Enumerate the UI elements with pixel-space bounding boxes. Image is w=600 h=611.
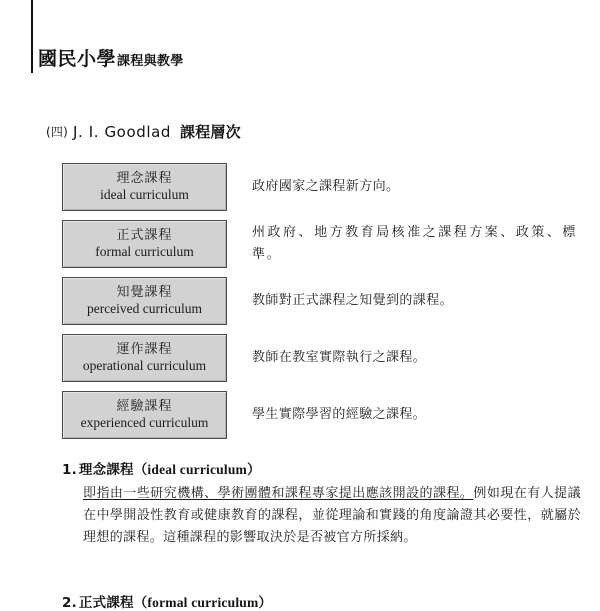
- term-label-cjk: 知覺課程: [116, 285, 173, 300]
- list-item-paragraph-1: [83, 483, 581, 549]
- term-description-perceived: [252, 277, 577, 325]
- term-description-text: 政府國家之課程新方向。: [252, 179, 400, 194]
- section-latin-title: J. I. Goodlad: [72, 123, 172, 141]
- term-label-cjk: 運作課程: [116, 342, 173, 357]
- list-item-title-en: （formal curriculum）: [133, 595, 273, 610]
- page-header-subtitle: 課程與教學: [117, 54, 184, 69]
- term-description-text: 教師在教室實際執行之課程。: [252, 350, 427, 365]
- paragraph-underlined-sentence: 即指由一些研究機構、學術團體和課程專家提出應該開設的課程。: [83, 486, 474, 501]
- diagram-row: [62, 163, 582, 211]
- list-item-number: 1.: [62, 462, 77, 478]
- diagram-row: [62, 391, 582, 439]
- term-label-en: perceived curriculum: [86, 301, 203, 316]
- term-description-experienced: [252, 391, 577, 439]
- body-section: [62, 458, 582, 611]
- term-label-en: operational curriculum: [82, 358, 207, 373]
- term-label-en: ideal curriculum: [100, 187, 189, 202]
- term-label-cjk: 理念課程: [116, 171, 173, 186]
- term-label-en: experienced curriculum: [80, 415, 209, 430]
- section-heading: [46, 121, 241, 142]
- term-label-cjk: 經驗課程: [116, 399, 173, 414]
- term-description-text: 教師對正式課程之知覺到的課程。: [252, 293, 454, 308]
- term-description-text: 學生實際學習的經驗之課程。: [252, 407, 427, 422]
- term-label-cjk: 正式課程: [116, 228, 173, 243]
- page-header-main: 國民小學: [38, 48, 117, 70]
- term-box-operational: [62, 334, 227, 382]
- curriculum-levels-diagram: [62, 163, 582, 448]
- term-description-operational: [252, 334, 577, 382]
- section-cjk-title: 課程層次: [180, 123, 241, 141]
- term-box-formal: [62, 220, 227, 268]
- term-description-formal: [252, 220, 577, 268]
- diagram-row: [62, 220, 582, 268]
- page-header: [38, 44, 184, 71]
- list-item-title-cjk: 正式課程: [78, 595, 134, 611]
- list-item-title-en: （ideal curriculum）: [133, 462, 261, 477]
- term-box-ideal: [62, 163, 227, 211]
- list-item-title-1: [62, 458, 582, 478]
- term-box-perceived: [62, 277, 227, 325]
- paragraph-rest: 例如現在有人提議在中學開設性教育或健康教育的課程，並從理論和實踐的角度論證其必要性，就屬於理想的課程。這種課程的影響取決於是否被官方所採納。: [83, 486, 581, 545]
- term-box-experienced: [62, 391, 227, 439]
- diagram-row: [62, 277, 582, 325]
- diagram-row: [62, 334, 582, 382]
- term-description-ideal: [252, 163, 577, 211]
- list-item-title-cjk: 理念課程: [78, 462, 134, 478]
- term-description-text: 州政府、地方教育局核准之課程方案、政策、標準。: [252, 225, 577, 262]
- list-item-title-2: [62, 591, 272, 611]
- header-vertical-rule: [31, 0, 33, 73]
- term-label-en: formal curriculum: [95, 244, 194, 259]
- section-number: (四): [46, 125, 68, 139]
- list-item-number: 2.: [62, 595, 77, 611]
